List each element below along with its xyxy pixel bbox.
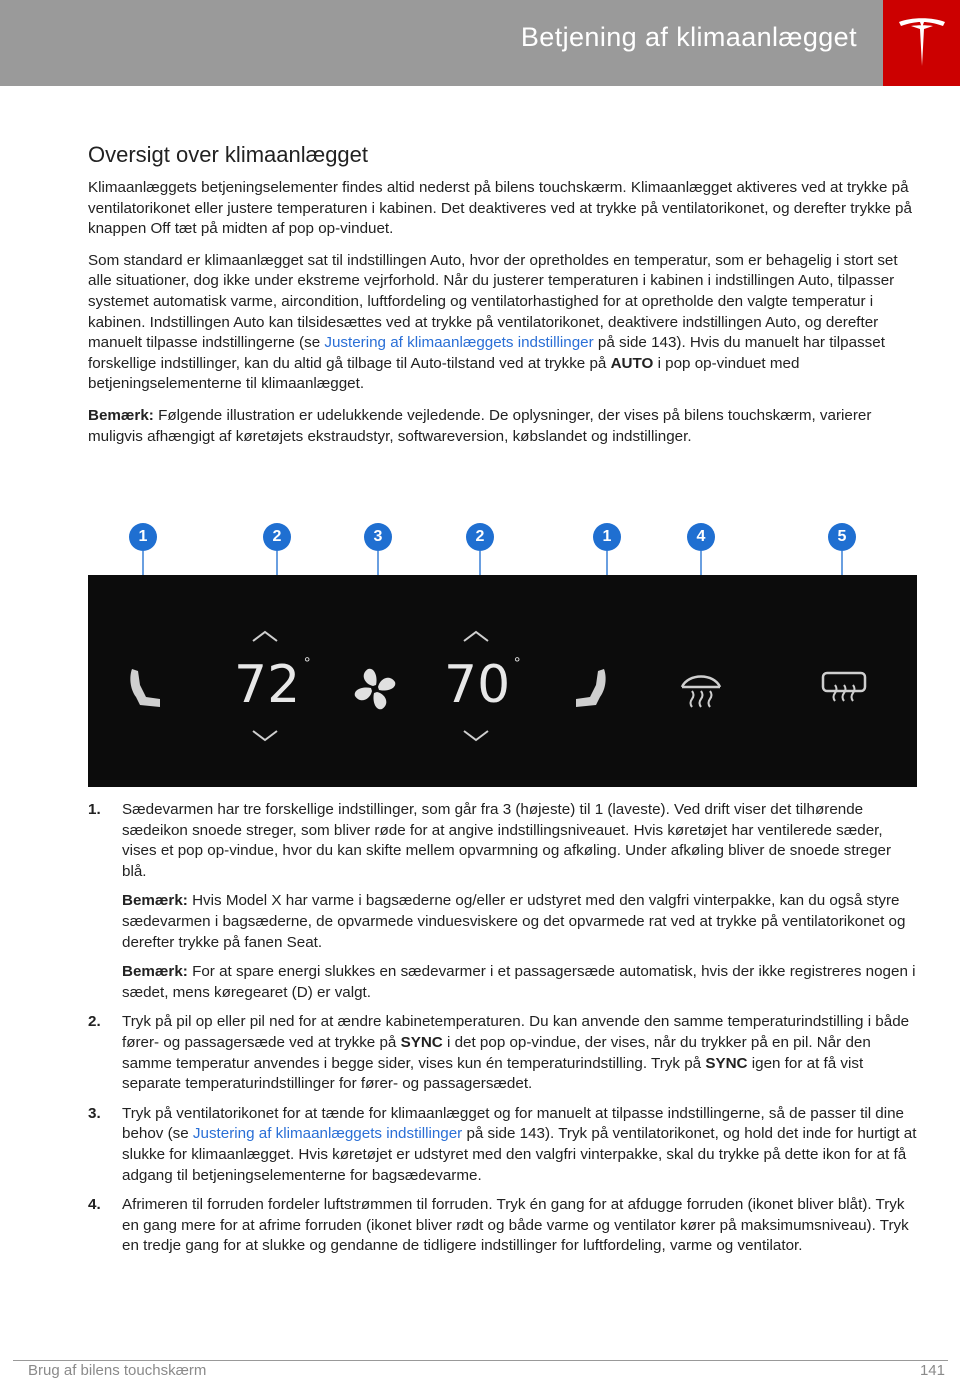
callout-line xyxy=(142,551,144,576)
tesla-logo-icon xyxy=(897,16,947,70)
callout-badge: 1 xyxy=(129,523,157,551)
callout-line xyxy=(841,551,843,576)
page-header-title: Betjening af klimaanlægget xyxy=(520,22,857,52)
driver-temp-up-arrow-icon[interactable] xyxy=(250,629,280,643)
degree-symbol: ° xyxy=(514,655,521,672)
climate-control-panel xyxy=(88,575,917,787)
degree-symbol: ° xyxy=(304,655,311,672)
callout-line xyxy=(377,551,379,576)
auto-paragraph: Som standard er klimaanlægget sat til indstillingen Auto, hvor der opretholdes en temperatur, som er behagelig i stort set alle situationer, dog ikke under ekstreme vejrforhold. Når du justerer temperaturen i kabinen i indstillingen Auto, tilpasser systemet automatisk varme, aircondition, luftfordeling og ventilatorhastighed for at opretholde den valgte temperatur i kabinen. Indstillingen Auto kan tilsidesættes ved at trykke på ventilatorikonet, deaktivere indstillingen Auto, og derefter manuelt tilpasse indstillingerne (se Justering af klimaanlæggets indstillinger på side 143). Hvis du manuelt har tilpasset forskellige indstillinger, kan du altid gå tilbage til Auto-tilstand ved at trykke på AUTO i pop op-vinduet med betjeningselementerne til klimaanlægget. xyxy=(88,251,898,393)
callout-line xyxy=(606,551,608,576)
climate-settings-link[interactable]: Justering af klimaanlæggets indstillinger xyxy=(192,1125,463,1143)
header-bar xyxy=(0,0,883,86)
callout-line xyxy=(479,551,481,576)
passenger-temperature[interactable]: 70 xyxy=(444,655,511,715)
list-item: 2. Tryk på pil op eller pil ned for at ændre kabinetemperaturen. Du kan anvende den samme temperaturindstilling i både fører- og passagersæde ved at trykke på SYNC i det pop op-vindue, der vises, når du trykker på en pil. Når den samme temperatur anvendes i begge sider, vises kun én temperaturindstilling. Tryk på SYNC igen for at få vist separate temperaturindstillinger for fører- og passagersædet. xyxy=(88,1013,910,1093)
climate-settings-link[interactable]: Justering af klimaanlæggets indstillinger xyxy=(324,334,594,352)
callout-badge: 2 xyxy=(263,523,291,551)
footer-divider xyxy=(13,1360,948,1361)
callout-badge: 5 xyxy=(828,523,856,551)
footer-chapter: Brug af bilens touchskærm xyxy=(28,1362,207,1379)
note-paragraph: Bemærk: Følgende illustration er udelukkende vejledende. De oplysninger, der vises på bilens touchskærm, varierer muligvis afhængigt af køretøjets ekstraudstyr, softwareversion, købslandet og indstillinger. xyxy=(88,406,872,445)
callout-line xyxy=(700,551,702,576)
intro-paragraph: Klimaanlæggets betjeningselementer findes altid nederst på bilens touchskærm. Klimaanlægget aktiveres ved at trykke på ventilatorikonet eller justere temperaturen i kabinen. Det deaktiveres ved at trykke på ventilatorikonet, og derefter trykke på knappen Off tæt på midten af pop op-vinduet. xyxy=(88,179,912,238)
list-item: 1. Sædevarmen har tre forskellige indstillinger, som går fra 3 (højeste) til 1 (laveste). Ved drift viser det tilhørende sædeikon snoede streger, som bliver røde for at angive indstillingsniveauet. Hvis køretøjet har ventilerede sæder, vises et pop op-vindue, hvor du kan skifte mellem opvarmning og afkøling. Under afkøling bliver de snoede streger blå. Bemærk: Hvis Model X har varme i bagsæderne og/eller er udstyret med den valgfri vinterpakke, kan du også styre sædevarmen i bagsæderne, de opvarmede vinduesviskere og det opvarmede rat ved at trykke på ventilatorikonet og derefter trykke på fanen Seat. Bemærk: For at spare energi slukkes en sædevarmer i et passagersæde automatisk, hvis der ikke registreres nogen i sædet, mens køregearet (D) er valgt. xyxy=(88,801,916,1001)
callout-badge: 1 xyxy=(593,523,621,551)
passenger-seat-heater-icon[interactable] xyxy=(570,663,610,713)
callout-line xyxy=(276,551,278,576)
fan-icon[interactable] xyxy=(350,664,400,714)
list-item: 4. Afrimeren til forruden fordeler luftstrømmen til forruden. Tryk én gang for at afdugge forruden (ikonet bliver blåt). Tryk en gang mere for at afrime forruden (ikonet bliver rødt og både varme og ventilator kører på maksimumsniveau). Tryk en tredje gang for at slukke og gendanne de tidligere indstillinger for luftfordeling, varme og ventilator. xyxy=(88,1196,909,1255)
page-number: 141 xyxy=(919,1362,945,1379)
rear-defrost-icon[interactable] xyxy=(819,669,869,709)
passenger-temp-up-arrow-icon[interactable] xyxy=(461,629,491,643)
callout-badge: 4 xyxy=(687,523,715,551)
overview-section xyxy=(88,142,918,458)
callout-badge: 3 xyxy=(364,523,392,551)
callout-descriptions xyxy=(88,800,918,1266)
list-item: 3. Tryk på ventilatorikonet for at tænde for klimaanlægget og for manuelt at tilpasse indstillingerne, så de passer til dine behov (se Justering af klimaanlæggets indstillinger på side 143). Tryk på ventilatorikonet, og hold det inde for hurtigt at slukke for klimaanlægget. Hvis køretøjet er udstyret med den valgfri vinterpakke, skal du trykke på dette ikon for at få adgang til betjeningselementerne for bagsædevarme. xyxy=(88,1104,917,1184)
passenger-temp-down-arrow-icon[interactable] xyxy=(461,729,491,743)
callout-badge: 2 xyxy=(466,523,494,551)
climate-controls-figure xyxy=(88,520,917,788)
tesla-logo xyxy=(883,0,960,86)
driver-temp-down-arrow-icon[interactable] xyxy=(250,729,280,743)
section-title: Oversigt over klimaanlægget xyxy=(88,142,369,167)
front-defrost-icon[interactable] xyxy=(678,669,724,709)
driver-seat-heater-icon[interactable] xyxy=(126,663,166,713)
callout-row xyxy=(88,520,917,576)
driver-temperature[interactable]: 72 xyxy=(234,655,301,715)
